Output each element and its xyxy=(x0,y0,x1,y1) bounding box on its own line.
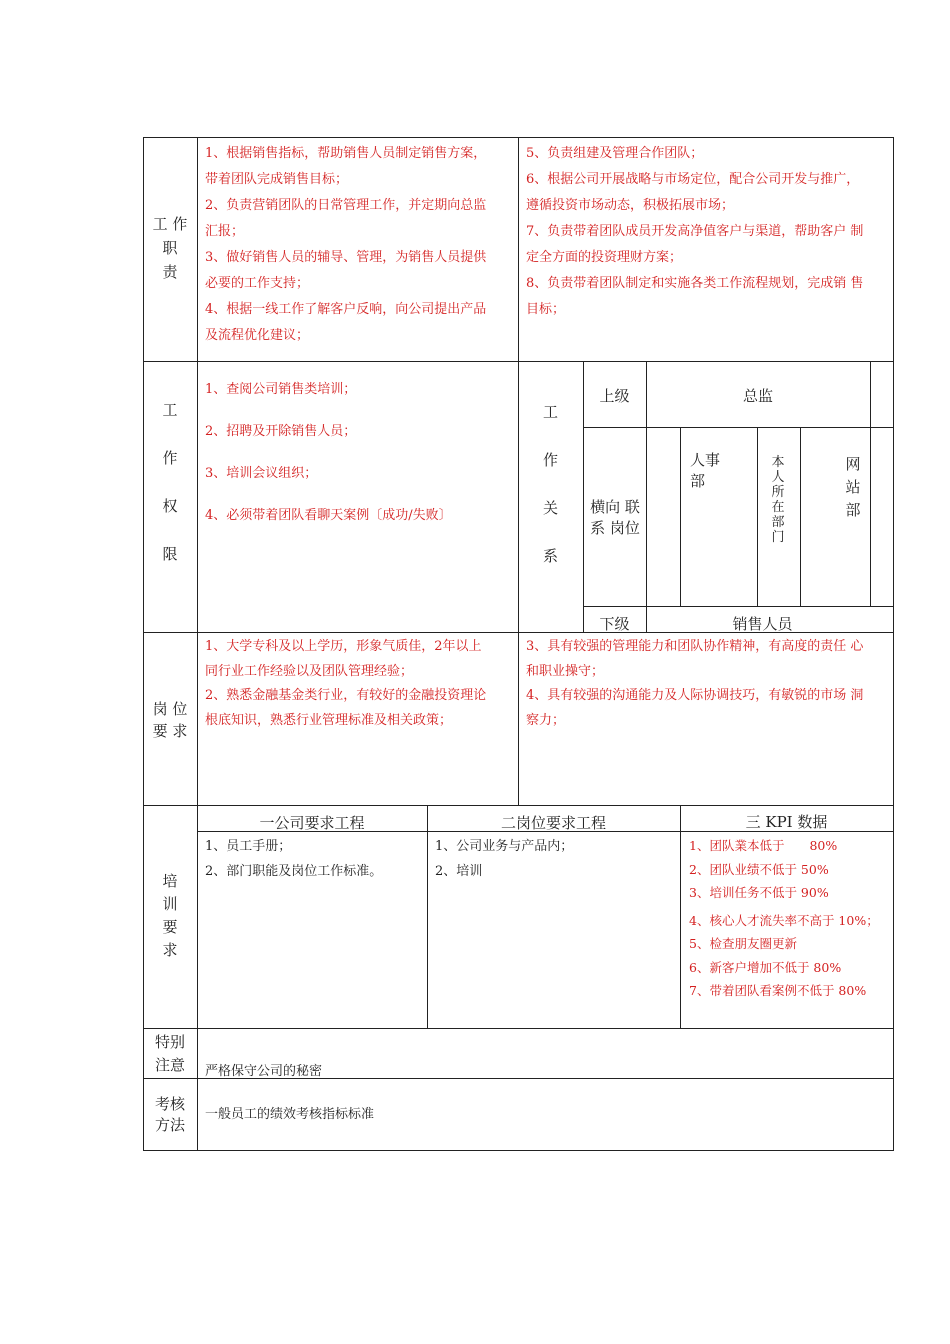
training-col1-title: 一公司要求工程 xyxy=(259,814,365,832)
kpi-item: 4、核心人才流失率不高于 10%； xyxy=(689,912,879,928)
requirement-line: 1、大学专科及以上学历，形象气质佳，2年以上 xyxy=(205,639,482,654)
relations-label: 工 作 关 系 xyxy=(542,403,558,565)
dept-web: 网站部 xyxy=(845,455,861,519)
kpi-item: 1、团队業本低于 80% xyxy=(689,838,838,853)
subordinate-value: 销售人员 xyxy=(732,615,793,633)
authority-list xyxy=(205,378,515,528)
requirement-line: 2、熟悉金融基金类行业，有较好的金融投资理论 xyxy=(205,688,487,703)
duty-line: 7、负责带着团队成员开发高净值客户与渠道，帮助客户 制 xyxy=(526,224,864,239)
duty-line: 8、负责带着团队制定和实施各类工作流程规划，完成销 售 xyxy=(526,276,864,291)
kpi-list xyxy=(689,834,891,1003)
notice-label: 特别 注意 xyxy=(154,1033,185,1074)
duty-line: 遵循投资市场动态，积极拓展市场； xyxy=(526,198,735,213)
training-col1-list xyxy=(205,834,425,884)
duty-line: 6、根据公司开展战略与市场定位，配合公司开发与推广， xyxy=(526,172,860,187)
requirement-line: 3、具有较强的管理能力和团队协作精神，有高度的责任 心 xyxy=(526,639,864,654)
notice-text: 严格保守公司的秘密 xyxy=(205,1064,323,1079)
authority-item: 3、培训会议组织； xyxy=(205,466,318,481)
duty-line: 5、负责组建及管理合作团队； xyxy=(526,146,704,161)
duty-line: 目标； xyxy=(526,302,566,317)
kpi-item: 3、培训任务不低于 90% xyxy=(689,885,829,900)
requirements-right-list xyxy=(526,635,892,733)
assessment-text: 一般员工的绩效考核指标标准 xyxy=(205,1107,375,1122)
requirement-line: 察力； xyxy=(526,712,566,728)
training-col2-list xyxy=(435,834,675,884)
training-item: 1、公司业务与产品内； xyxy=(435,839,574,854)
subordinate-label: 下级 xyxy=(599,615,630,633)
requirements-left-list xyxy=(205,635,515,733)
training-item: 1、员工手册； xyxy=(205,839,292,854)
duty-line: 定全方面的投资理财方案； xyxy=(526,250,683,265)
duty-line: 3、做好销售人员的辅导、管理，为销售人员提供 xyxy=(205,250,487,265)
requirements-label: 岗 位 要 求 xyxy=(152,700,188,740)
superior-value: 总监 xyxy=(742,387,773,405)
superior-label: 上级 xyxy=(599,387,630,405)
training-col2-title: 二岗位要求工程 xyxy=(500,814,606,832)
requirement-line: 和职业操守； xyxy=(526,663,605,679)
duty-line: 及流程优化建议； xyxy=(205,328,310,343)
duties-right-list xyxy=(526,141,892,323)
requirement-line: 4、具有较强的沟通能力及人际协调技巧，有敏锐的市场 洞 xyxy=(526,688,864,703)
duty-line: 4、根据一线工作了解客户反响，向公司提出产品 xyxy=(205,302,487,317)
training-col3-title: 三 KPI 数据 xyxy=(745,813,828,831)
kpi-item: 2、团队业绩不低于 50% xyxy=(689,861,829,877)
duty-line: 1、根据销售指标，帮助销售人员制定销售方案， xyxy=(205,146,487,161)
lateral-label: 横向 联系 岗位 xyxy=(590,498,640,537)
duty-line: 必要的工作支持； xyxy=(205,276,310,291)
authority-item: 4、必须带着团队看聊天案例〔成功/失败〕 xyxy=(205,508,452,523)
kpi-item: 7、带着团队看案例不低于 80% xyxy=(689,983,867,998)
dept-hr: 人事部 xyxy=(690,451,721,490)
authority-label: 工 作 权 限 xyxy=(162,401,178,563)
authority-item: 1、查阅公司销售类培训； xyxy=(205,382,357,397)
requirement-line: 根底知识，熟悉行业管理标准及相关政策； xyxy=(205,712,453,728)
duty-line: 汇报； xyxy=(205,224,245,239)
requirement-line: 同行业工作经验以及团队管理经验； xyxy=(205,663,414,679)
duties-left-list xyxy=(205,141,515,349)
training-item: 2、部门职能及岗位工作标准。 xyxy=(205,864,383,879)
assessment-label: 考核 方法 xyxy=(154,1095,185,1134)
duty-line: 带着团队完成销售目标； xyxy=(205,172,349,187)
dept-own: 本人所在部门 xyxy=(771,455,785,545)
duties-label: 工 作 职 责 xyxy=(152,215,188,281)
training-item: 2、培训 xyxy=(435,864,483,879)
kpi-item: 5、检查朋友圈更新 xyxy=(689,936,797,951)
kpi-item: 6、新客户增加不低于 80% xyxy=(689,959,842,975)
authority-item: 2、招聘及开除销售人员； xyxy=(205,424,357,439)
duty-line: 2、负责营销团队的日常管理工作，并定期向总监 xyxy=(205,198,487,213)
training-label: 培 训 要 求 xyxy=(162,872,178,959)
